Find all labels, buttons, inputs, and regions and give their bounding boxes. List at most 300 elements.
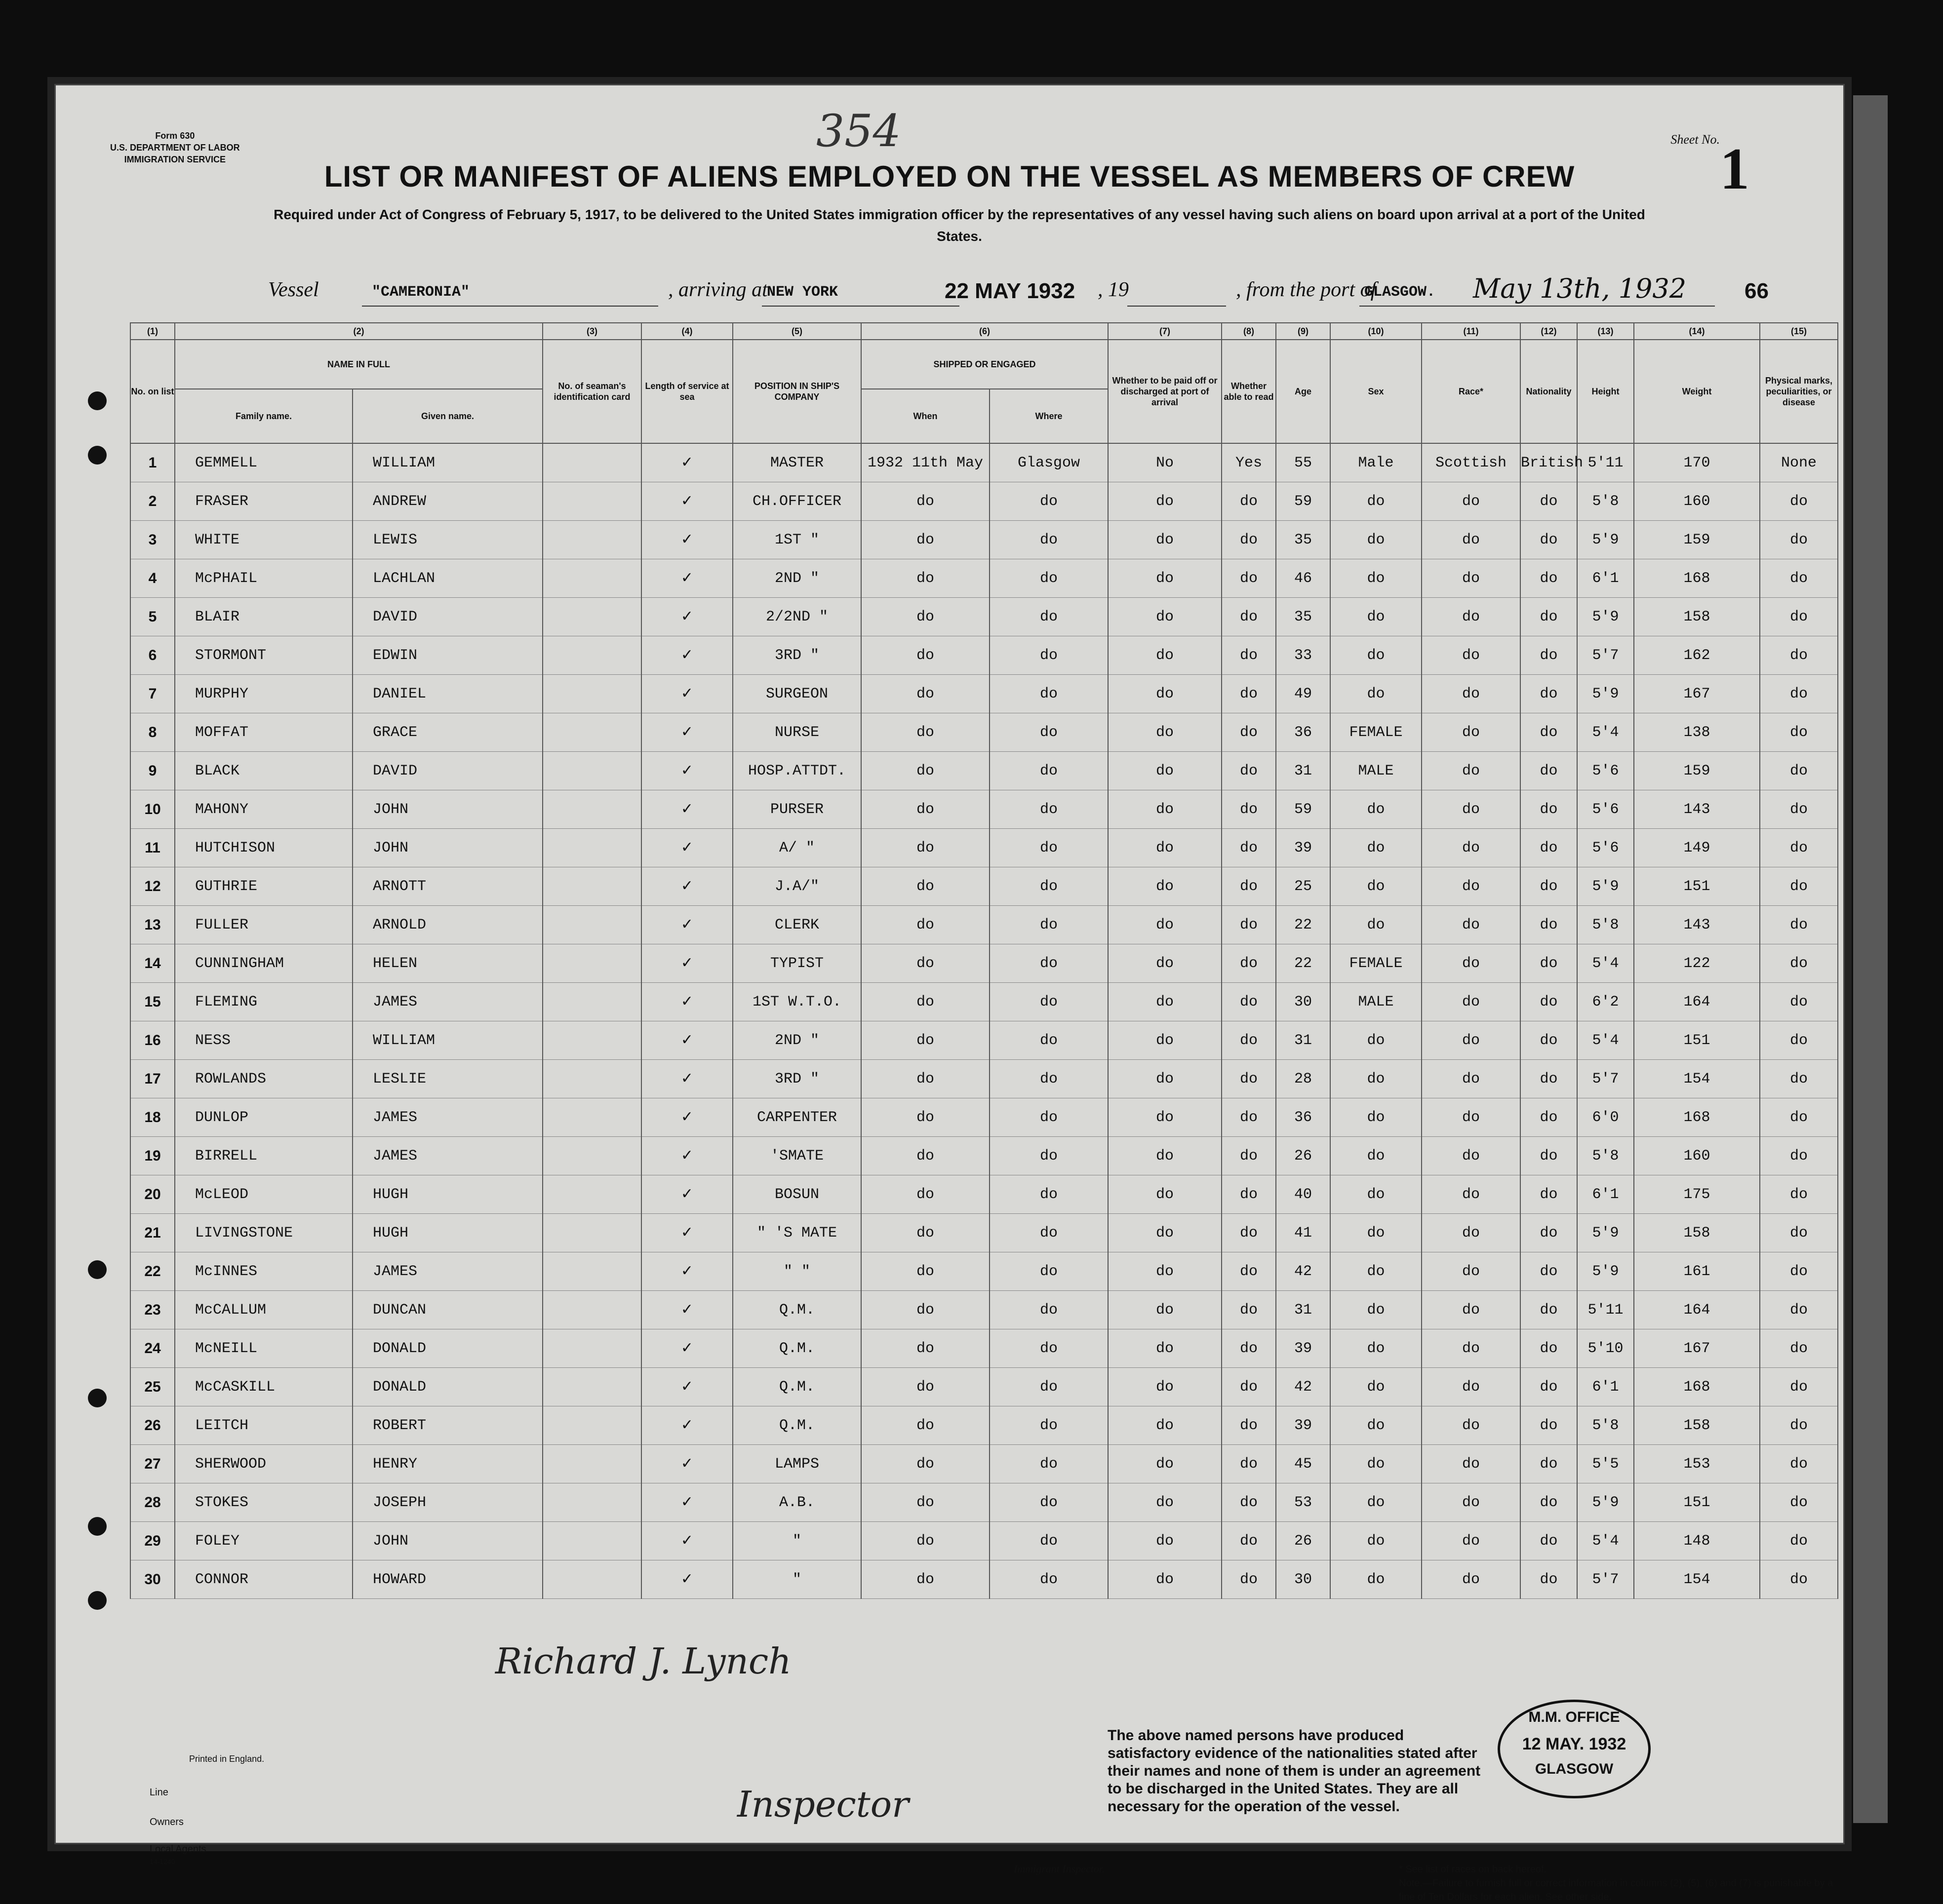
cell-marks: do (1760, 675, 1838, 713)
cell-race: do (1422, 598, 1520, 636)
cell-nat: do (1520, 1329, 1577, 1368)
cell-family: FOLEY (175, 1522, 353, 1560)
cell-age: 39 (1276, 829, 1330, 867)
cell-svc: ✓ (641, 482, 733, 521)
cell-paid: do (1108, 521, 1222, 559)
cell-n: 2 (130, 482, 175, 521)
cell-id (543, 1098, 641, 1137)
cell-svc: ✓ (641, 636, 733, 675)
table-row (130, 1137, 1838, 1175)
col-num-11: (11) (1422, 323, 1520, 340)
cell-wt: 164 (1634, 983, 1760, 1021)
cell-n: 21 (130, 1214, 175, 1252)
cell-nat: do (1520, 1406, 1577, 1445)
cell-race: do (1422, 1021, 1520, 1060)
cell-wt: 170 (1634, 443, 1760, 482)
cell-paid: do (1108, 1214, 1222, 1252)
cell-svc: ✓ (641, 713, 733, 752)
cell-paid: do (1108, 1445, 1222, 1483)
cell-marks: do (1760, 1368, 1838, 1406)
cell-where: do (990, 829, 1108, 867)
cell-nat: do (1520, 1175, 1577, 1214)
cell-id (543, 867, 641, 906)
cell-svc: ✓ (641, 1368, 733, 1406)
cell-n: 28 (130, 1483, 175, 1522)
cell-given: HENRY (353, 1445, 543, 1483)
cell-svc: ✓ (641, 1060, 733, 1098)
cell-family: GEMMELL (175, 443, 353, 482)
col-num-9: (9) (1276, 323, 1330, 340)
cell-race: do (1422, 1137, 1520, 1175)
cell-n: 10 (130, 790, 175, 829)
cell-nat: do (1520, 675, 1577, 713)
cell-read: do (1222, 1406, 1276, 1445)
cell-when: do (861, 713, 990, 752)
cell-ht: 5'6 (1577, 790, 1634, 829)
cell-where: do (990, 1522, 1108, 1560)
cell-age: 53 (1276, 1483, 1330, 1522)
cell-sex: do (1330, 1175, 1422, 1214)
cell-when: do (861, 1098, 990, 1137)
cell-svc: ✓ (641, 521, 733, 559)
cell-svc: ✓ (641, 559, 733, 598)
cell-age: 36 (1276, 1098, 1330, 1137)
cell-sex: do (1330, 1060, 1422, 1098)
cell-marks: do (1760, 1560, 1838, 1599)
arrival-date-stamp: 22 MAY 1932 (945, 279, 1075, 303)
sheet-number: 1 (1720, 136, 1749, 201)
cell-paid: do (1108, 983, 1222, 1021)
cell-n: 7 (130, 675, 175, 713)
cell-read: do (1222, 906, 1276, 944)
cell-ht: 5'6 (1577, 829, 1634, 867)
cell-svc: ✓ (641, 443, 733, 482)
header-id-card: No. of seaman's identification card (543, 340, 641, 443)
cell-read: do (1222, 1522, 1276, 1560)
cell-n: 6 (130, 636, 175, 675)
cell-ht: 5'7 (1577, 636, 1634, 675)
cell-wt: 168 (1634, 559, 1760, 598)
col-num-3: (3) (543, 323, 641, 340)
cell-when: do (861, 983, 990, 1021)
cell-read: do (1222, 1060, 1276, 1098)
cell-race: do (1422, 1098, 1520, 1137)
cell-age: 35 (1276, 521, 1330, 559)
cell-wt: 175 (1634, 1175, 1760, 1214)
cell-pos: NURSE (733, 713, 861, 752)
cell-nat: do (1520, 829, 1577, 867)
cell-paid: do (1108, 752, 1222, 790)
department: U.S. DEPARTMENT OF LABOR (110, 143, 240, 153)
cell-family: MURPHY (175, 675, 353, 713)
cell-read: do (1222, 983, 1276, 1021)
cell-svc: ✓ (641, 790, 733, 829)
table-row (130, 675, 1838, 713)
cell-ht: 6'1 (1577, 1368, 1634, 1406)
cell-where: do (990, 1483, 1108, 1522)
cell-nat: do (1520, 1445, 1577, 1483)
cell-marks: do (1760, 1252, 1838, 1291)
cell-id (543, 636, 641, 675)
table-row (130, 1021, 1838, 1060)
cell-when: do (861, 1560, 990, 1599)
cell-race: do (1422, 867, 1520, 906)
cell-family: ROWLANDS (175, 1060, 353, 1098)
cell-paid: do (1108, 867, 1222, 906)
cell-ht: 5'10 (1577, 1329, 1634, 1368)
cell-family: LEITCH (175, 1406, 353, 1445)
cell-given: LEWIS (353, 521, 543, 559)
cell-pos: J.A/" (733, 867, 861, 906)
cell-family: DUNLOP (175, 1098, 353, 1137)
cell-wt: 154 (1634, 1560, 1760, 1599)
cell-given: ANDREW (353, 482, 543, 521)
cell-age: 31 (1276, 752, 1330, 790)
table-row (130, 906, 1838, 944)
cell-marks: do (1760, 559, 1838, 598)
cell-sex: Male (1330, 443, 1422, 482)
cell-where: do (990, 790, 1108, 829)
cell-age: 55 (1276, 443, 1330, 482)
cell-n: 13 (130, 906, 175, 944)
cell-nat: do (1520, 1522, 1577, 1560)
cell-read: do (1222, 598, 1276, 636)
cell-paid: do (1108, 1483, 1222, 1522)
cell-age: 45 (1276, 1445, 1330, 1483)
cell-ht: 5'4 (1577, 1522, 1634, 1560)
arrival-port: NEW YORK (767, 284, 838, 301)
cell-id (543, 1021, 641, 1060)
cell-where: do (990, 1329, 1108, 1368)
cell-where: do (990, 1021, 1108, 1060)
cell-pos: Q.M. (733, 1368, 861, 1406)
cell-wt: 161 (1634, 1252, 1760, 1291)
cell-pos: " (733, 1522, 861, 1560)
cell-nat: do (1520, 867, 1577, 906)
cell-age: 25 (1276, 867, 1330, 906)
cell-svc: ✓ (641, 944, 733, 983)
affidavit-text: The above named persons have produced satisfactory evidence of the nationalities stated after their names and none of them is under an agreement to be discharged in the United States. They are all necessary for the operation of the vessel. (1108, 1727, 1481, 1815)
cell-age: 42 (1276, 1252, 1330, 1291)
cell-ht: 5'9 (1577, 1483, 1634, 1522)
crew-manifest-table (130, 322, 1838, 1599)
cell-svc: ✓ (641, 1483, 733, 1522)
cell-read: do (1222, 752, 1276, 790)
cell-read: do (1222, 1021, 1276, 1060)
cell-pos: Q.M. (733, 1406, 861, 1445)
cell-wt: 164 (1634, 1291, 1760, 1329)
cell-ht: 5'7 (1577, 1060, 1634, 1098)
cell-pos: TYPIST (733, 944, 861, 983)
cell-race: do (1422, 790, 1520, 829)
cell-marks: do (1760, 1060, 1838, 1098)
cell-pos: CH.OFFICER (733, 482, 861, 521)
header-length-service: Length of service at sea (641, 340, 733, 443)
cell-given: HUGH (353, 1175, 543, 1214)
page-subtitle: Required under Act of Congress of February 5, 1917, to be delivered to the United States immigration officer by the representatives of any vessel having such aliens on board upon arrival at a port of the United States. (274, 207, 1645, 244)
cell-paid: do (1108, 1291, 1222, 1329)
vessel-line (56, 268, 1843, 312)
service: IMMIGRATION SERVICE (124, 155, 226, 164)
cell-family: WHITE (175, 521, 353, 559)
cell-when: do (861, 1329, 990, 1368)
cell-marks: do (1760, 1329, 1838, 1368)
cell-family: SHERWOOD (175, 1445, 353, 1483)
table-row (130, 559, 1838, 598)
cell-sex: do (1330, 1445, 1422, 1483)
cell-n: 15 (130, 983, 175, 1021)
cell-marks: do (1760, 906, 1838, 944)
cell-family: McNEILL (175, 1329, 353, 1368)
cell-n: 16 (130, 1021, 175, 1060)
cell-n: 27 (130, 1445, 175, 1483)
cell-marks: do (1760, 1214, 1838, 1252)
cell-ht: 5'9 (1577, 521, 1634, 559)
cell-when: do (861, 1214, 990, 1252)
cell-pos: Q.M. (733, 1291, 861, 1329)
cell-n: 30 (130, 1560, 175, 1599)
cell-n: 17 (130, 1060, 175, 1098)
cell-sex: do (1330, 559, 1422, 598)
cell-age: 59 (1276, 790, 1330, 829)
cell-where: do (990, 675, 1108, 713)
cell-n: 29 (130, 1522, 175, 1560)
cell-read: do (1222, 867, 1276, 906)
cell-id (543, 1060, 641, 1098)
cell-read: do (1222, 1329, 1276, 1368)
table-row (130, 1368, 1838, 1406)
cell-when: do (861, 1368, 990, 1406)
cell-n: 26 (130, 1406, 175, 1445)
table-row (130, 598, 1838, 636)
cell-wt: 143 (1634, 906, 1760, 944)
cell-family: FRASER (175, 482, 353, 521)
table-row (130, 1060, 1838, 1098)
cell-n: 24 (130, 1329, 175, 1368)
cell-sex: do (1330, 1483, 1422, 1522)
cell-n: 20 (130, 1175, 175, 1214)
cell-wt: 168 (1634, 1098, 1760, 1137)
cell-ht: 6'2 (1577, 983, 1634, 1021)
cell-marks: do (1760, 636, 1838, 675)
cell-nat: do (1520, 1252, 1577, 1291)
cell-n: 11 (130, 829, 175, 867)
cell-when: do (861, 1060, 990, 1098)
cell-nat: do (1520, 1137, 1577, 1175)
cell-where: do (990, 1060, 1108, 1098)
cell-id (543, 713, 641, 752)
cell-svc: ✓ (641, 906, 733, 944)
cell-nat: do (1520, 1021, 1577, 1060)
col-num-2: (2) (175, 323, 543, 340)
cell-race: do (1422, 675, 1520, 713)
cell-id (543, 944, 641, 983)
cell-given: GRACE (353, 713, 543, 752)
cell-when: do (861, 790, 990, 829)
cell-family: FLEMING (175, 983, 353, 1021)
cell-nat: do (1520, 790, 1577, 829)
cell-family: STOKES (175, 1483, 353, 1522)
header-race: Race* (1422, 340, 1520, 443)
cell-pos: 1ST W.T.O. (733, 983, 861, 1021)
cell-n: 1 (130, 443, 175, 482)
col-num-7: (7) (1108, 323, 1222, 340)
cell-family: LIVINGSTONE (175, 1214, 353, 1252)
cell-family: NESS (175, 1021, 353, 1060)
cell-paid: do (1108, 598, 1222, 636)
header-name-in-full: NAME IN FULL (175, 340, 543, 389)
cell-where: do (990, 559, 1108, 598)
cell-wt: 138 (1634, 713, 1760, 752)
cell-sex: do (1330, 1252, 1422, 1291)
col-num-10: (10) (1330, 323, 1422, 340)
cell-family: STORMONT (175, 636, 353, 675)
cell-age: 33 (1276, 636, 1330, 675)
cell-pos: A/ " (733, 829, 861, 867)
cell-sex: do (1330, 636, 1422, 675)
cell-ht: 5'8 (1577, 482, 1634, 521)
cell-read: do (1222, 1445, 1276, 1483)
cell-where: do (990, 906, 1108, 944)
cell-id (543, 1560, 641, 1599)
cell-id (543, 906, 641, 944)
from-port-label: , from the port of (1236, 278, 1377, 301)
cell-wt: 153 (1634, 1445, 1760, 1483)
cell-where: do (990, 1406, 1108, 1445)
cell-pos: " (733, 1560, 861, 1599)
cell-pos: LAMPS (733, 1445, 861, 1483)
cell-pos: 'SMATE (733, 1137, 861, 1175)
header-sex: Sex (1330, 340, 1422, 443)
handwritten-date: May 13th, 1932 (1473, 273, 1687, 304)
stamp-date: 12 MAY. 1932 (1522, 1735, 1626, 1753)
cell-paid: do (1108, 1329, 1222, 1368)
cell-paid: do (1108, 1252, 1222, 1291)
sheet-label: Sheet No. (1670, 132, 1720, 147)
cell-when: do (861, 752, 990, 790)
header-family-name: Family name. (175, 389, 353, 443)
cell-marks: do (1760, 983, 1838, 1021)
cell-given: DUNCAN (353, 1291, 543, 1329)
header-marks: Physical marks, peculiarities, or disease (1760, 340, 1838, 443)
cell-marks: do (1760, 829, 1838, 867)
cell-n: 18 (130, 1098, 175, 1137)
cell-read: do (1222, 1483, 1276, 1522)
cell-nat: do (1520, 482, 1577, 521)
cell-read: do (1222, 1291, 1276, 1329)
cell-race: do (1422, 906, 1520, 944)
cell-n: 3 (130, 521, 175, 559)
cell-ht: 5'9 (1577, 867, 1634, 906)
cell-when: do (861, 944, 990, 983)
cell-age: 39 (1276, 1406, 1330, 1445)
cell-n: 4 (130, 559, 175, 598)
cell-marks: do (1760, 790, 1838, 829)
cell-nat: do (1520, 1483, 1577, 1522)
table-row (130, 482, 1838, 521)
cell-nat: do (1520, 1368, 1577, 1406)
header-where: Where (990, 389, 1108, 443)
cell-when: do (861, 1406, 990, 1445)
cell-where: do (990, 1368, 1108, 1406)
cell-sex: do (1330, 1522, 1422, 1560)
cell-paid: do (1108, 1368, 1222, 1406)
cell-wt: 158 (1634, 1214, 1760, 1252)
cell-where: do (990, 944, 1108, 983)
cell-ht: 5'5 (1577, 1445, 1634, 1483)
cell-ht: 5'8 (1577, 1406, 1634, 1445)
cell-age: 36 (1276, 713, 1330, 752)
cell-wt: 167 (1634, 675, 1760, 713)
cell-race: do (1422, 752, 1520, 790)
cell-svc: ✓ (641, 983, 733, 1021)
cell-marks: do (1760, 1021, 1838, 1060)
cell-paid: do (1108, 1098, 1222, 1137)
cell-pos: MASTER (733, 443, 861, 482)
cell-read: do (1222, 1098, 1276, 1137)
cell-given: ARNOLD (353, 906, 543, 944)
cell-race: do (1422, 1445, 1520, 1483)
cell-sex: do (1330, 790, 1422, 829)
cell-nat: do (1520, 1060, 1577, 1098)
page-title: LIST OR MANIFEST OF ALIENS EMPLOYED ON THE VESSEL AS MEMBERS OF CREW (324, 160, 1575, 193)
table-row (130, 713, 1838, 752)
col-num-8: (8) (1222, 323, 1276, 340)
cell-pos: " " (733, 1252, 861, 1291)
cell-svc: ✓ (641, 1291, 733, 1329)
cell-race: Scottish (1422, 443, 1520, 482)
cell-read: do (1222, 1214, 1276, 1252)
cell-marks: do (1760, 1483, 1838, 1522)
cell-given: JOHN (353, 1522, 543, 1560)
cell-svc: ✓ (641, 1021, 733, 1060)
cell-given: LESLIE (353, 1060, 543, 1098)
cell-marks: do (1760, 752, 1838, 790)
cell-family: MOFFAT (175, 713, 353, 752)
table-row (130, 944, 1838, 983)
cell-svc: ✓ (641, 1406, 733, 1445)
cell-age: 30 (1276, 1560, 1330, 1599)
cell-when: do (861, 559, 990, 598)
cell-pos: 2/2ND " (733, 598, 861, 636)
cell-given: WILLIAM (353, 443, 543, 482)
cell-nat: do (1520, 1560, 1577, 1599)
cell-race: do (1422, 482, 1520, 521)
cell-ht: 5'4 (1577, 1021, 1634, 1060)
cell-pos: 3RD " (733, 636, 861, 675)
cell-svc: ✓ (641, 1445, 733, 1483)
cell-when: do (861, 906, 990, 944)
cell-family: McLEOD (175, 1175, 353, 1214)
cell-when: do (861, 521, 990, 559)
col-num-12: (12) (1520, 323, 1577, 340)
col-num-15: (15) (1760, 323, 1838, 340)
cell-age: 26 (1276, 1522, 1330, 1560)
manifest-sheet (54, 84, 1845, 1903)
cell-race: do (1422, 1406, 1520, 1445)
cell-when: do (861, 636, 990, 675)
cell-when: 1932 11th May (861, 443, 990, 482)
cell-sex: do (1330, 1406, 1422, 1445)
cell-sex: FEMALE (1330, 713, 1422, 752)
cell-id (543, 521, 641, 559)
header-height: Height (1577, 340, 1634, 443)
cell-read: do (1222, 559, 1276, 598)
cell-family: McPHAIL (175, 559, 353, 598)
cell-family: McCALLUM (175, 1291, 353, 1329)
cell-where: do (990, 983, 1108, 1021)
cell-ht: 5'4 (1577, 713, 1634, 752)
